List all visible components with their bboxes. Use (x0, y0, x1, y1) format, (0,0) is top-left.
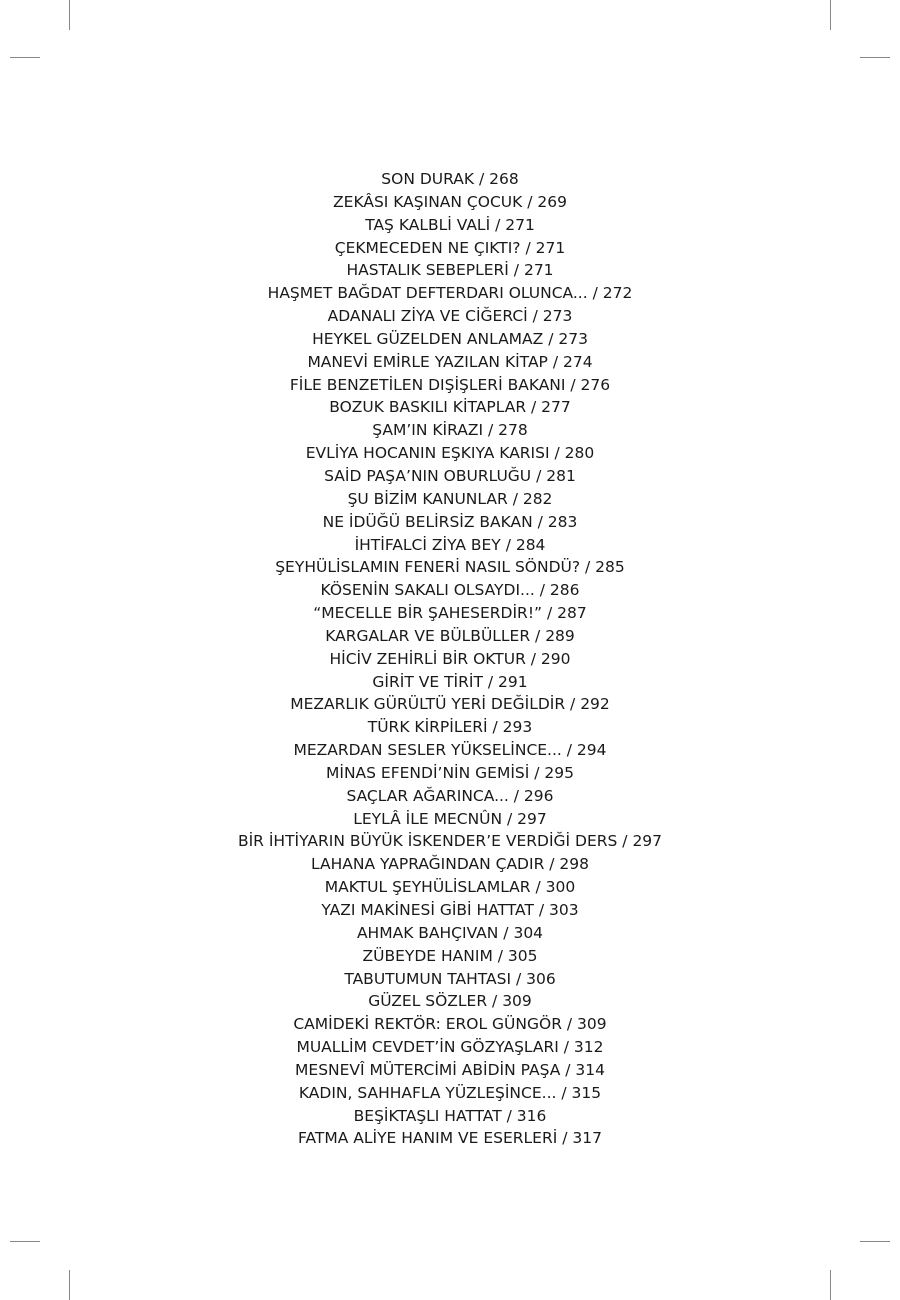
toc-entry: HAŞMET BAĞDAT DEFTERDARI OLUNCA... / 272 (267, 284, 633, 303)
toc-entry: TABUTUMUN TAHTASI / 306 (344, 969, 556, 988)
toc-entry: MİNAS EFENDİ’NİN GEMİSİ / 295 (326, 763, 574, 782)
toc-entry: HASTALIK SEBEPLERİ / 271 (346, 261, 554, 280)
toc-entry: GÜZEL SÖZLER / 309 (368, 992, 532, 1011)
toc-entry: CAMİDEKİ REKTÖR: EROL GÜNGÖR / 309 (293, 1015, 607, 1034)
toc-entry: MEZARLIK GÜRÜLTÜ YERİ DEĞİLDİR / 292 (290, 695, 610, 714)
toc-entry: MAKTUL ŞEYHÜLİSLAMLAR / 300 (324, 878, 576, 897)
toc-entry: MESNEVÎ MÜTERCİMİ ABİDİN PAŞA / 314 (295, 1060, 605, 1079)
toc-entry: KARGALAR VE BÜLBÜLLER / 289 (325, 626, 575, 645)
toc-entry: SAÇLAR AĞARINCA... / 296 (346, 786, 554, 805)
crop-mark-bottom-left-vertical (69, 1270, 70, 1300)
toc-entry: KADIN, SAHHAFLA YÜZLEŞİNCE... / 315 (298, 1083, 602, 1102)
toc-entry: MANEVİ EMİRLE YAZILAN KİTAP / 274 (307, 352, 593, 371)
toc-entry: LAHANA YAPRAĞINDAN ÇADIR / 298 (311, 855, 589, 874)
toc-entry: TAŞ KALBLİ VALİ / 271 (365, 215, 535, 234)
toc-entry: FATMA ALİYE HANIM VE ESERLERİ / 317 (298, 1129, 602, 1148)
toc-entry: FİLE BENZETİLEN DIŞİŞLERİ BAKANI / 276 (289, 375, 611, 394)
toc-entry: BOZUK BASKILI KİTAPLAR / 277 (329, 398, 571, 417)
toc-entry: BİR İHTİYARIN BÜYÜK İSKENDER’E VERDİĞİ DERS / 297 (237, 832, 663, 851)
toc-entry: AHMAK BAHÇIVAN / 304 (356, 923, 544, 942)
toc-entry: NE İDÜĞÜ BELİRSİZ BAKAN / 283 (322, 512, 578, 531)
crop-mark-bottom-right-vertical (830, 1270, 831, 1300)
toc-entry: SAİD PAŞA’NIN OBURLUĞU / 281 (324, 466, 576, 485)
toc-entry: ŞEYHÜLİSLAMIN FENERİ NASIL SÖNDÜ? / 285 (275, 558, 625, 577)
toc-entry: ŞU BİZİM KANUNLAR / 282 (347, 489, 553, 508)
toc-entry: ŞAM’IN KİRAZI / 278 (372, 421, 528, 440)
toc-entry: İHTİFALCİ ZİYA BEY / 284 (354, 535, 546, 554)
crop-mark-top-right-vertical (830, 0, 831, 30)
crop-mark-top-left-horizontal (10, 57, 40, 58)
crop-mark-bottom-left-horizontal (10, 1241, 40, 1242)
toc-entry: GİRİT VE TİRİT / 291 (372, 672, 528, 691)
toc-entry: ÇEKMECEDEN NE ÇIKTI? / 271 (334, 238, 566, 257)
toc-entry: BEŞİKTAŞLI HATTAT / 316 (353, 1106, 547, 1125)
toc-entry: ZÜBEYDE HANIM / 305 (362, 946, 538, 965)
toc-entry: ADANALI ZİYA VE CİĞERCİ / 273 (327, 307, 573, 326)
toc-entry: MEZARDAN SESLER YÜKSELİNCE... / 294 (293, 741, 607, 760)
toc-entry: ZEKÂSI KAŞINAN ÇOCUK / 269 (333, 192, 567, 211)
toc-entry: HİCİV ZEHİRLİ BİR OKTUR / 290 (329, 649, 571, 668)
toc-entry: SON DURAK / 268 (381, 170, 519, 188)
crop-mark-top-left-vertical (69, 0, 70, 30)
toc-entry: MUALLİM CEVDET’İN GÖZYAŞLARI / 312 (296, 1038, 604, 1057)
toc-entry: KÖSENİN SAKALI OLSAYDI... / 286 (320, 581, 580, 600)
toc-entry: “MECELLE BİR ŞAHESERDİR!” / 287 (313, 604, 587, 623)
toc-entry: TÜRK KİRPİLERİ / 293 (367, 718, 533, 737)
toc-entry: EVLİYA HOCANIN EŞKIYA KARISI / 280 (305, 444, 595, 463)
table-of-contents (0, 168, 900, 1150)
crop-mark-bottom-right-horizontal (860, 1241, 890, 1242)
crop-mark-top-right-horizontal (860, 57, 890, 58)
toc-entry: HEYKEL GÜZELDEN ANLAMAZ / 273 (312, 329, 588, 348)
toc-entry: LEYLÂ İLE MECNÛN / 297 (353, 809, 547, 828)
toc-entry: YAZI MAKİNESİ GİBİ HATTAT / 303 (321, 901, 579, 919)
